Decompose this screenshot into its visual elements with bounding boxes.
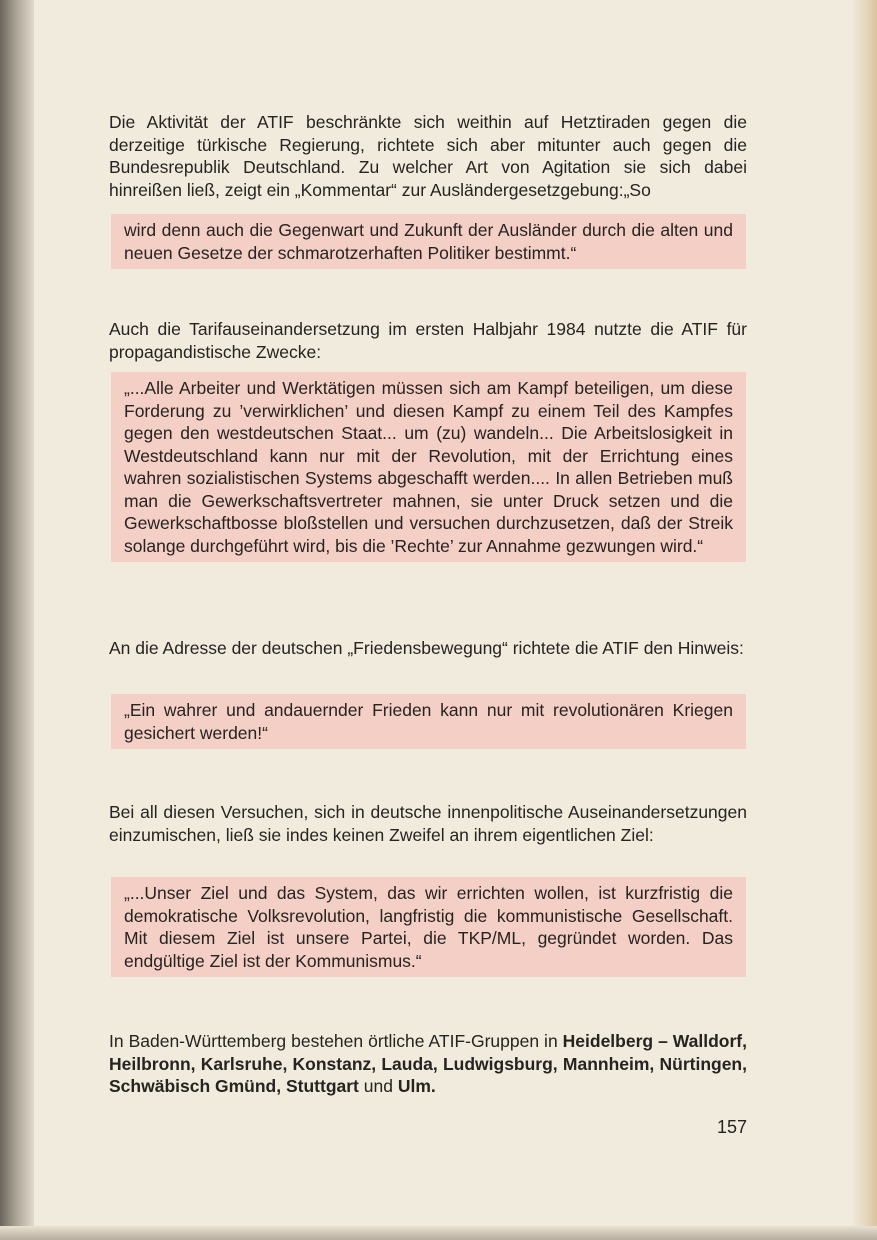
groups-conjunction: und [358,1076,398,1096]
page-number: 157 [716,1117,747,1137]
paragraph-baden-wuerttemberg-groups [109,1030,747,1098]
quote-workers-struggle: „...Alle Arbeiter und Werktätigen müssen sich am Kampf beteiligen, um diese Forderung zu ’verwirklichen’ und diesen Kampf zu einem Teil des Kampfes gegen den westdeutschen Staat... um (zu) wandeln... Die Arbeitslosigkeit in Westdeutschland kann nur mit der Revolution, mit der Errichtung eines wahren sozialistischen Systems abgeschafft werden.... In allen Betrieben muß man die Gewerkschaftsvertreter mahnen, sie unter Druck setzen und die Gewerkschaftbosse bloßstellen und versuchen durchzusetzen, daß der Streik solange durchgeführt wird, bis die ’Rechte’ zur Annahme gezwungen wird.“ [111,372,746,562]
book-spine-shadow [0,0,34,1240]
paragraph-atif-activity: Die Aktivität der ATIF beschränkte sich weithin auf Hetztiraden gegen die derzeitige türkische Regierung, richtete sich aber mitunter auch gegen die Bundesrepublik Deutschland. Zu welcher Art von Agitation sie sich dabei hinreißen ließ, zeigt ein „Kommentar“ zur Ausländergesetzgebung:„So [109,112,747,200]
quote-foreigner-laws: wird denn auch die Gegenwart und Zukunft der Ausländer durch die alten und neuen Gesetze der schmarotzerhaften Politiker bestimmt.“ [111,214,746,269]
page-edge-right [853,0,877,1240]
paragraph-peace-movement: An die Adresse der deutschen „Friedensbewegung“ richtete die ATIF den Hinweis: [109,638,744,658]
groups-last-city: Ulm. [397,1076,436,1096]
paragraph-tariff-dispute: Auch die Tarifauseinandersetzung im ersten Halbjahr 1984 nutzte die ATIF für propagandistische Zwecke: [109,319,747,362]
groups-intro-text: In Baden-Württemberg bestehen örtliche ATIF-Gruppen in [109,1031,563,1051]
quote-communism-goal: „...Unser Ziel und das System, das wir errichten wollen, ist kurzfristig die demokratische Volksrevolution, langfristig die kommunistische Gesellschaft. Mit diesem Ziel ist unsere Partei, die TKP/ML, gegründet worden. Das endgültige Ziel ist der Kommunismus.“ [111,877,746,977]
paragraph-real-goal: Bei all diesen Versuchen, sich in deutsche innenpolitische Auseinandersetzungen einzumischen, ließ sie indes keinen Zweifel an ihrem eigentlichen Ziel: [109,802,747,845]
groups-city-list: Heidelberg – Walldorf, Heilbronn, Karlsruhe, Konstanz, Lauda, Ludwigsburg, Mannheim, Nürtingen, Schwäbisch Gmünd, Stuttgart [109,1031,747,1096]
quote-revolutionary-wars: „Ein wahrer und andauernder Frieden kann nur mit revolutionären Kriegen gesichert werden!“ [111,694,746,749]
page-edge-bottom [0,1226,877,1240]
